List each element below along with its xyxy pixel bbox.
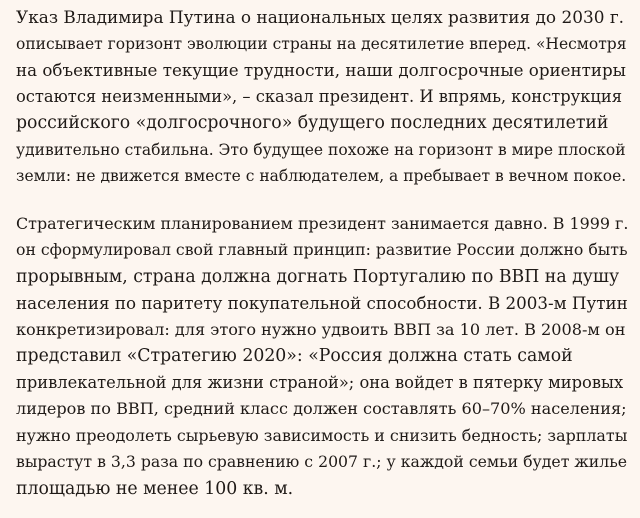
text-line: вырастут в 3,3 раза по сравнению с 2007 г.; у каждой семьи будет жилье xyxy=(16,452,628,471)
text-line: представил «Стратегию 2020»: «Россия должна стать самой xyxy=(16,346,573,366)
text-line: описывает горизонт эволюции страны на десятилетие вперед. «Несмотря xyxy=(16,34,627,53)
text-line: конкретизировал: для этого нужно удвоить ВВП за 10 лет. В 2008-м он xyxy=(16,319,626,339)
text-line: на объективные текущие трудности, наши долгосрочные ориентиры xyxy=(16,60,626,80)
article-paragraph-1 xyxy=(16,4,628,190)
text-line: привлекательной для жизни страной»; она войдет в пятерку мировых xyxy=(16,372,624,392)
text-line: лидеров по ВВП, средний класс должен составлять 60–70% населения; xyxy=(16,399,627,418)
text-line: остаются неизменными», – сказал президент. И впрямь, конструкция xyxy=(16,86,623,106)
text-line: земли: не движется вместе с наблюдателем, а пребывает в вечном покое. xyxy=(16,167,627,185)
article-paragraph-2 xyxy=(16,211,628,503)
text-line: прорывным, страна должна догнать Португалию по ВВП на душу xyxy=(16,266,620,287)
text-line: удивительно стабильна. Это будущее похоже на горизонт в мире плоской xyxy=(16,140,626,159)
article-body xyxy=(16,4,628,502)
text-line: населения по паритету покупательной способности. В 2003-м Путин xyxy=(16,293,628,313)
text-line: площадью не менее 100 кв. м. xyxy=(16,478,294,499)
text-line: нужно преодолеть сырьевую зависимость и снизить бедность; зарплаты xyxy=(16,425,628,445)
text-line: Указ Владимира Путина о национальных целях развития до 2030 г. xyxy=(16,7,625,27)
text-line: Стратегическим планированием президент занимается давно. В 1999 г. xyxy=(16,213,629,233)
text-line: он сформулировал свой главный принцип: развитие России должно быть xyxy=(16,240,628,259)
text-line: российского «долгосрочного» будущего последних десятилетий xyxy=(16,113,609,133)
